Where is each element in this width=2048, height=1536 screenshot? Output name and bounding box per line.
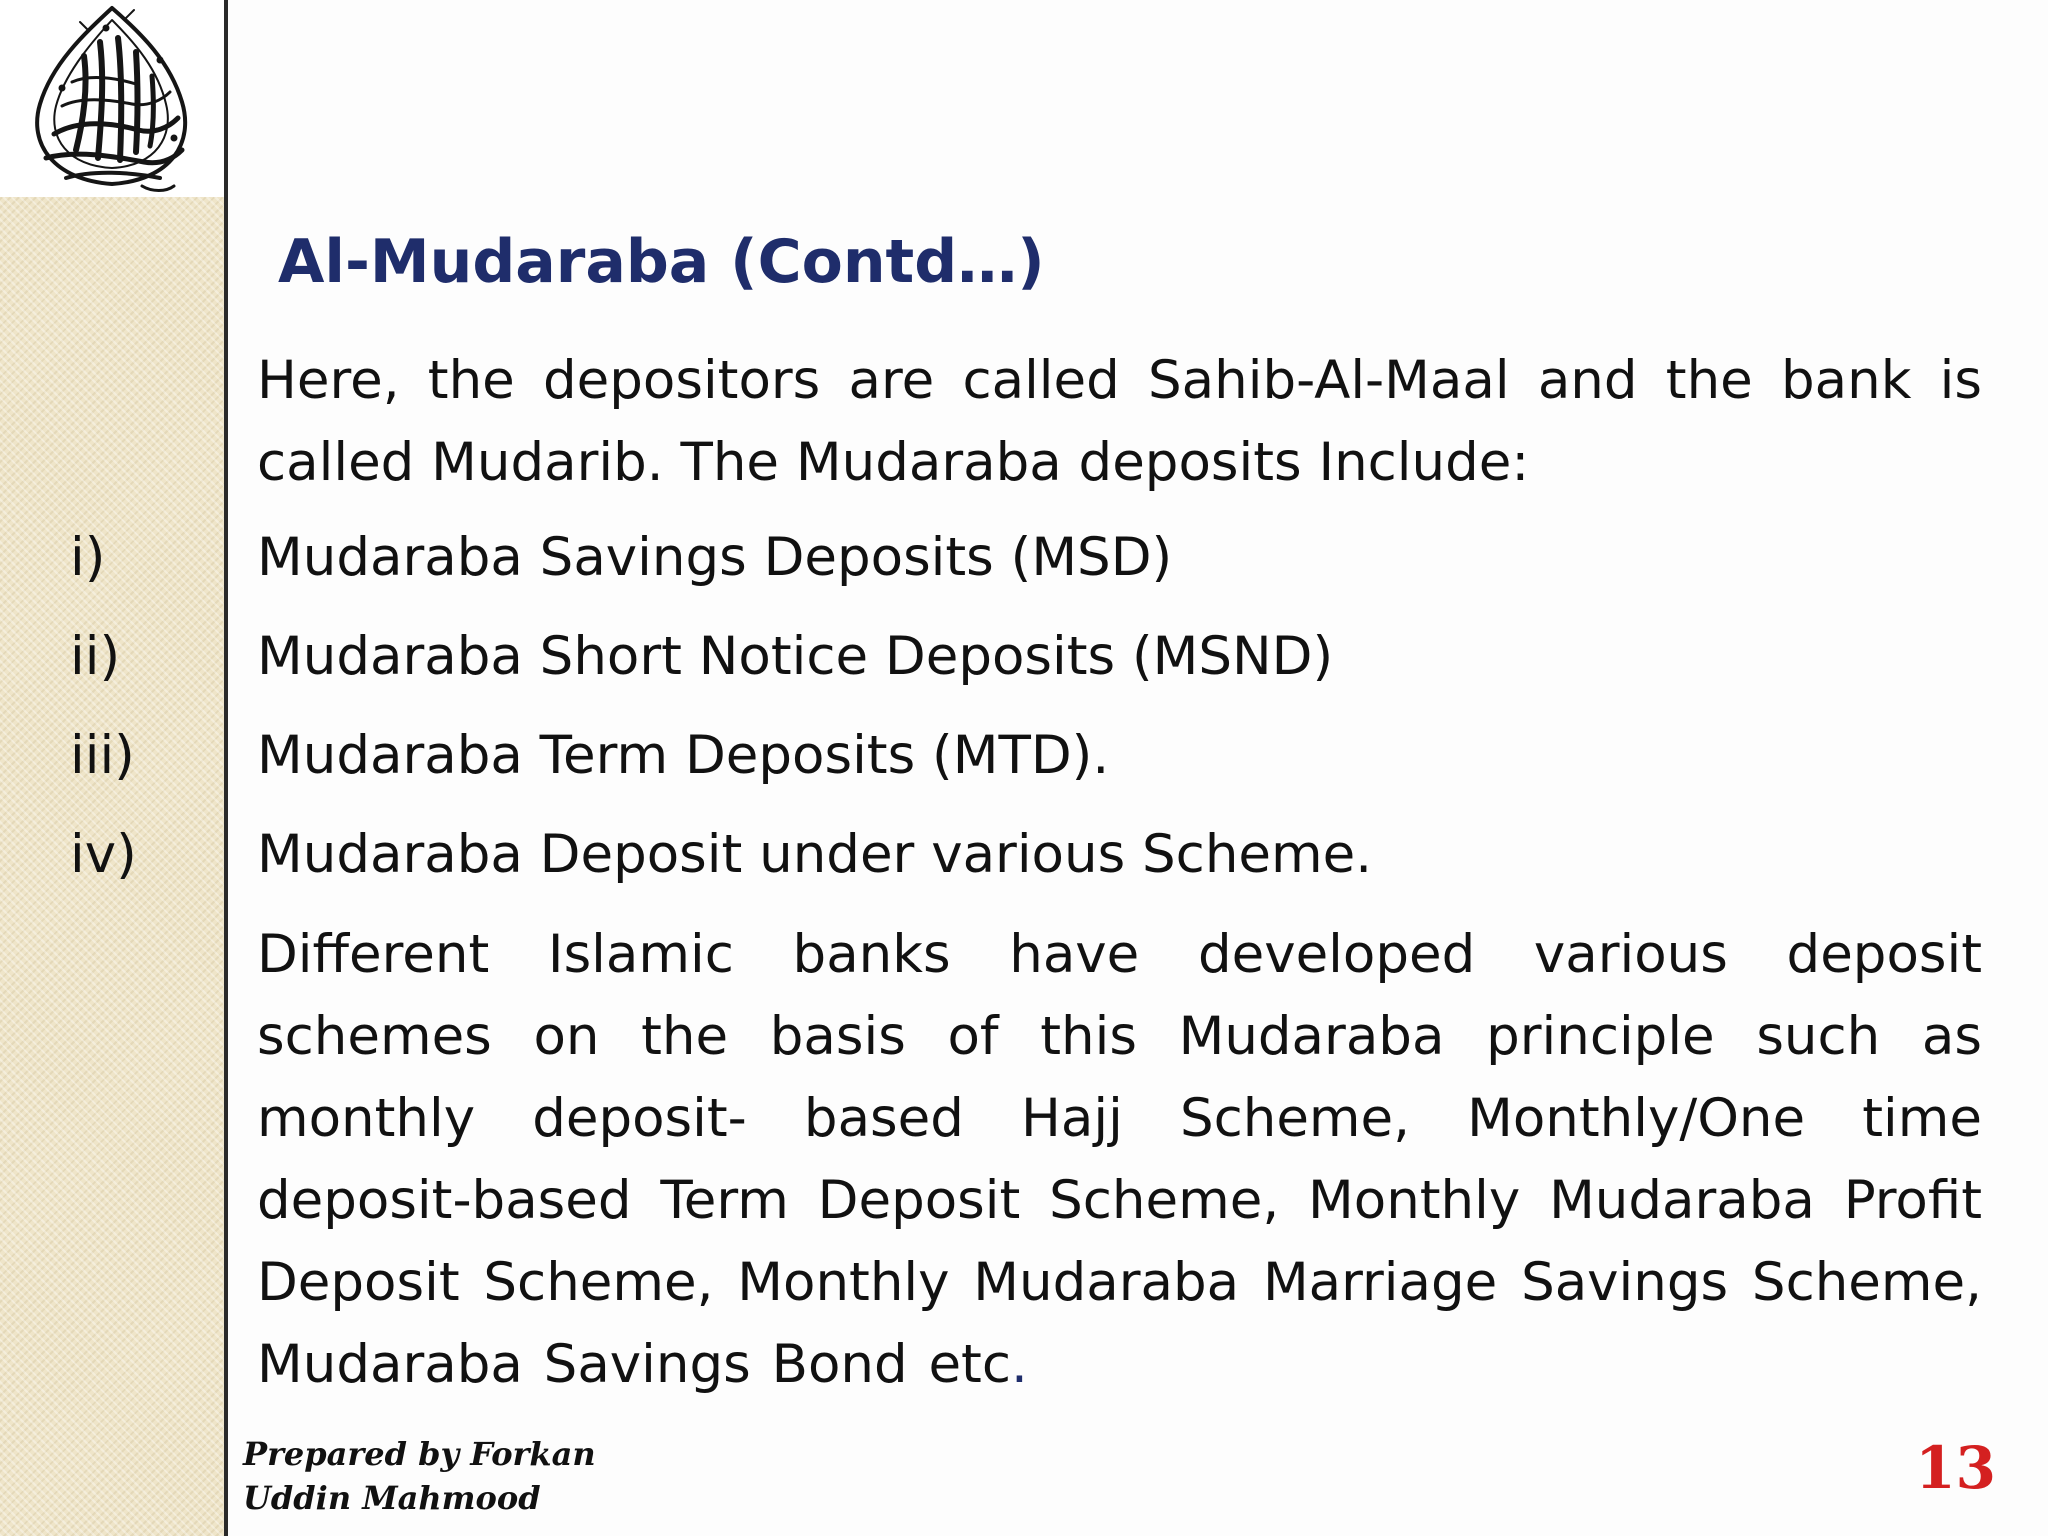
- footer-author: Prepared by Forkan Uddin Mahmood: [243, 1435, 596, 1517]
- closing-paragraph: [257, 914, 1982, 1406]
- sidebar-divider: [224, 0, 228, 1536]
- list-item: Mudaraba Short Notice Deposits (MSND): [257, 626, 1334, 687]
- list-item: Mudaraba Deposit under various Scheme.: [257, 824, 1373, 885]
- list-number: i): [70, 527, 106, 588]
- calligraphy-logo: [0, 0, 224, 197]
- intro-paragraph: Here, the depositors are called Sahib-Al-Maal and the bank is called Mudarib. The Mudaraba deposits Include:: [257, 350, 1982, 493]
- page-number: 13: [1915, 1434, 1996, 1502]
- closing-text: Different Islamic banks have developed various deposit schemes on the basis of this Mudaraba principle such as monthly deposit- based Hajj Scheme, Monthly/One time deposit-based Term Deposit Scheme, Monthly Mudaraba Profit Deposit Scheme, Monthly Mudaraba Marriage Savings Scheme, Mudaraba Savings Bond etc: [257, 924, 1982, 1395]
- list-item: Mudaraba Savings Deposits (MSD): [257, 527, 1173, 588]
- bismillah-calligraphy-icon: [14, 0, 210, 197]
- list-number: ii): [70, 626, 121, 687]
- slide-title: Al-Mudaraba (Contd…): [278, 227, 1045, 297]
- closing-period: .: [1010, 1334, 1028, 1395]
- list-number: iii): [70, 725, 135, 786]
- list-item: Mudaraba Term Deposits (MTD).: [257, 725, 1110, 786]
- list-number: iv): [70, 824, 137, 885]
